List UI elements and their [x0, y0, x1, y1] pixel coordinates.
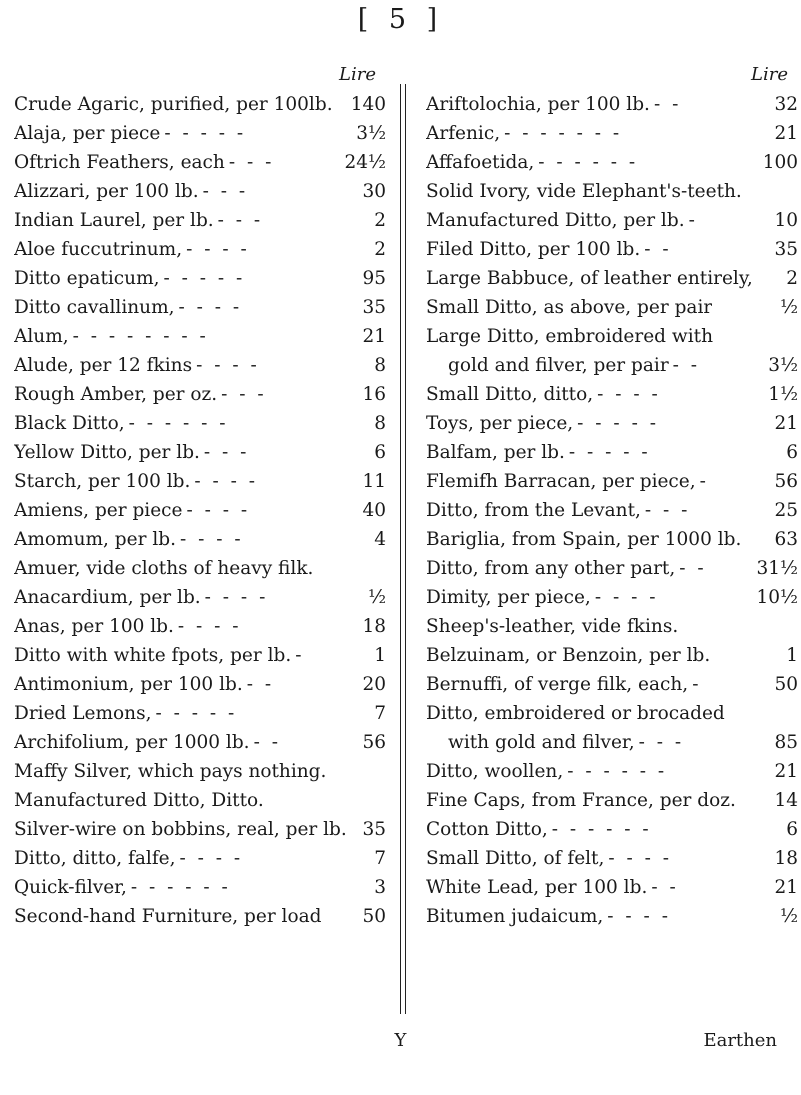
duty-value: 100	[762, 152, 798, 173]
tariff-row	[14, 148, 386, 177]
duty-value: 95	[362, 268, 386, 289]
tariff-row	[426, 496, 798, 525]
dash-leader	[736, 786, 771, 815]
dash-leader: - - - - - -	[538, 152, 639, 173]
commodity-name: Ditto cavallinum,	[14, 297, 175, 318]
duty-value: 3½	[768, 355, 798, 376]
commodity-name: with gold and filver,	[448, 732, 635, 753]
right-rows	[426, 90, 798, 931]
tariff-row	[426, 467, 798, 496]
tariff-row	[426, 844, 798, 873]
duty-value	[771, 322, 798, 351]
tariff-row	[426, 612, 798, 641]
duty-value: 18	[774, 848, 798, 869]
duty-value: 20	[362, 674, 386, 695]
tariff-row	[14, 90, 386, 119]
dash-leader	[741, 525, 771, 554]
dash-leader	[264, 786, 359, 815]
dash-leader: - - - -	[186, 500, 251, 521]
duty-value: 2	[374, 210, 386, 231]
duty-value: ½	[368, 587, 386, 608]
tariff-row	[14, 844, 386, 873]
right-currency-heading: Lire	[751, 64, 788, 85]
commodity-name: Arfenic,	[426, 123, 501, 144]
commodity-name: Amuer, vide cloths of heavy filk.	[14, 558, 314, 579]
commodity-name: Aloe fuccutrinum,	[14, 239, 183, 260]
dash-leader	[313, 554, 359, 583]
tariff-row	[426, 351, 798, 380]
duty-value: 6	[374, 442, 386, 463]
tariff-row	[14, 670, 386, 699]
commodity-name: Second-hand Furniture, per load	[14, 906, 322, 927]
tariff-row	[426, 206, 798, 235]
tariff-row	[426, 525, 798, 554]
tariff-row	[14, 264, 386, 293]
tariff-row	[14, 293, 386, 322]
dash-leader: - - -	[644, 500, 691, 521]
commodity-name: Bernuffi, of verge filk, each,	[426, 674, 689, 695]
duty-value	[771, 612, 798, 641]
tariff-row	[14, 583, 386, 612]
dash-leader	[678, 612, 771, 641]
commodity-name: Ditto, woollen,	[426, 761, 564, 782]
commodity-name: Black Ditto,	[14, 413, 125, 434]
duty-value: 3½	[356, 123, 386, 144]
commodity-name: Anacardium, per lb.	[14, 587, 201, 608]
commodity-name: Anas, per 100 lb.	[14, 616, 174, 637]
dash-leader	[713, 322, 771, 351]
commodity-name: Alaja, per piece	[14, 123, 161, 144]
dash-leader: -	[699, 471, 709, 492]
column-divider	[400, 84, 406, 1014]
commodity-name: Ditto, ditto, falfe,	[14, 848, 176, 869]
dash-leader: -	[688, 210, 698, 231]
commodity-name: Sheep's-leather, vide fkins.	[426, 616, 679, 637]
commodity-name: Dimity, per piece,	[426, 587, 591, 608]
dash-leader: - - - -	[204, 587, 269, 608]
duty-value: 14	[774, 790, 798, 811]
tariff-row	[14, 757, 386, 786]
catchword: Earthen	[703, 1030, 777, 1051]
commodity-name: Small Ditto, of felt,	[426, 848, 605, 869]
dash-leader: - -	[246, 674, 275, 695]
dash-leader: - - - -	[179, 529, 244, 550]
tariff-row	[426, 119, 798, 148]
left-price-column	[14, 64, 386, 931]
duty-value: 6	[786, 442, 798, 463]
duty-value: 85	[774, 732, 798, 753]
duty-value: 35	[362, 297, 386, 318]
dash-leader: - -	[653, 94, 682, 115]
duty-value: ½	[780, 297, 798, 318]
duty-value: 40	[362, 500, 386, 521]
dash-leader: - -	[644, 239, 672, 260]
duty-value: 50	[774, 674, 798, 695]
commodity-name: Maffy Silver, which pays nothing.	[14, 761, 327, 782]
commodity-name: Starch, per 100 lb.	[14, 471, 191, 492]
dash-leader: - - - - -	[163, 268, 246, 289]
dash-leader	[725, 699, 771, 728]
commodity-name: Small Ditto, as above, per pair	[426, 297, 713, 318]
dash-leader: - - -	[228, 152, 275, 173]
commodity-name: Large Ditto, embroidered with	[426, 326, 713, 347]
page-number-header: [ 5 ]	[357, 4, 444, 35]
duty-value	[771, 177, 798, 206]
commodity-name: Ditto, from the Levant,	[426, 500, 641, 521]
duty-value: 10	[774, 210, 798, 231]
commodity-name: Yellow Ditto, per lb.	[14, 442, 200, 463]
duty-value: 21	[362, 326, 386, 347]
dash-leader: - - -	[203, 442, 250, 463]
commodity-name: Manufactured Ditto, Ditto.	[14, 790, 264, 811]
commodity-name: Bariglia, from Spain, per 1000 lb.	[426, 529, 742, 550]
dash-leader: - - -	[221, 384, 267, 405]
tariff-row	[426, 815, 798, 844]
commodity-name: Amiens, per piece	[14, 500, 183, 521]
duty-value: 1½	[768, 384, 798, 405]
dash-leader: - - - -	[597, 384, 661, 405]
duty-value: 11	[362, 471, 386, 492]
dash-leader	[333, 90, 348, 119]
duty-value: 2	[374, 239, 386, 260]
duty-value: 6	[786, 819, 798, 840]
commodity-name: Flemifh Barracan, per piece,	[426, 471, 696, 492]
dash-leader: - - - -	[608, 848, 673, 869]
dash-leader: - -	[679, 558, 707, 579]
tariff-row	[426, 293, 798, 322]
duty-value: 21	[774, 123, 798, 144]
commodity-name: Filed Ditto, per 100 lb.	[426, 239, 641, 260]
tariff-row	[426, 177, 798, 206]
tariff-row	[14, 873, 386, 902]
commodity-name: Alizzari, per 100 lb.	[14, 181, 199, 202]
tariff-row	[14, 641, 386, 670]
commodity-name: Belzuinam, or Benzoin, per lb.	[426, 645, 711, 666]
right-price-column	[426, 64, 798, 931]
dash-leader	[742, 177, 771, 206]
dash-leader	[326, 757, 359, 786]
dash-leader: - -	[672, 355, 701, 376]
duty-value: 16	[362, 384, 386, 405]
commodity-name: Balfam, per lb.	[426, 442, 565, 463]
tariff-row	[14, 902, 386, 931]
dash-leader: - - - - -	[155, 703, 238, 724]
duty-value: 1	[786, 645, 798, 666]
dash-leader: -	[692, 674, 702, 695]
tariff-row	[14, 728, 386, 757]
tariff-row	[14, 438, 386, 467]
duty-value	[359, 786, 386, 815]
dash-leader: - - - - -	[164, 123, 247, 144]
duty-value: 140	[350, 94, 386, 115]
duty-value: 35	[362, 819, 386, 840]
left-currency-heading: Lire	[339, 64, 376, 85]
duty-value: 32	[774, 94, 798, 115]
duty-value: 21	[774, 877, 798, 898]
duty-value	[359, 554, 386, 583]
tariff-row	[14, 467, 386, 496]
tariff-row	[426, 786, 798, 815]
tariff-row	[14, 554, 386, 583]
dash-leader	[753, 264, 771, 293]
duty-value: 35	[774, 239, 798, 260]
tariff-row	[14, 119, 386, 148]
tariff-row	[426, 235, 798, 264]
dash-leader: - - - - - - - -	[72, 326, 209, 347]
tariff-row	[14, 525, 386, 554]
duty-value: 31½	[756, 558, 798, 579]
duty-value: 4	[374, 529, 386, 550]
tariff-row	[426, 728, 798, 757]
duty-value: 2	[786, 268, 798, 289]
commodity-name: Dried Lemons,	[14, 703, 152, 724]
tariff-row	[426, 583, 798, 612]
commodity-name: Crude Agaric, purified, per 100lb.	[14, 94, 333, 115]
commodity-name: Large Babbuce, of leather entirely,	[426, 268, 753, 289]
tariff-row	[14, 177, 386, 206]
commodity-name: Alum,	[14, 326, 69, 347]
duty-value: 8	[374, 355, 386, 376]
duty-value: 25	[774, 500, 798, 521]
dash-leader: - - -	[202, 181, 249, 202]
dash-leader: - - - -	[594, 587, 659, 608]
tariff-row	[426, 902, 798, 931]
commodity-name: Cotton Ditto,	[426, 819, 548, 840]
dash-leader: - - - -	[177, 616, 242, 637]
duty-value: ½	[780, 906, 798, 927]
commodity-name: Affafoetida,	[426, 152, 535, 173]
tariff-row	[14, 322, 386, 351]
tariff-row	[14, 815, 386, 844]
tariff-row	[426, 554, 798, 583]
tariff-row	[426, 670, 798, 699]
commodity-name: Antimonium, per 100 lb.	[14, 674, 243, 695]
commodity-name: Solid Ivory, vide Elephant's-teeth.	[426, 181, 742, 202]
tariff-row	[426, 90, 798, 119]
tariff-row	[426, 380, 798, 409]
dash-leader: - - - - - -	[567, 761, 668, 782]
commodity-name: Fine Caps, from France, per doz.	[426, 790, 736, 811]
dash-leader	[712, 293, 771, 322]
commodity-name: Amomum, per lb.	[14, 529, 176, 550]
duty-value: 63	[774, 529, 798, 550]
tariff-row	[426, 699, 798, 728]
tariff-row	[426, 148, 798, 177]
commodity-name: Quick-filver,	[14, 877, 127, 898]
dash-leader: - - -	[217, 210, 264, 231]
dash-leader: - -	[253, 732, 281, 753]
commodity-name: White Lead, per 100 lb.	[426, 877, 648, 898]
duty-value: 56	[362, 732, 386, 753]
commodity-name: Manufactured Ditto, per lb.	[426, 210, 685, 231]
dash-leader: - - - - - - -	[504, 123, 623, 144]
dash-leader: - - - -	[186, 239, 250, 260]
commodity-name: Small Ditto, ditto,	[426, 384, 594, 405]
dash-leader: - - - -	[194, 471, 259, 492]
commodity-name: Bitumen judaicum,	[426, 906, 604, 927]
commodity-name: Archifolium, per 1000 lb.	[14, 732, 250, 753]
tariff-row	[14, 409, 386, 438]
tariff-row	[426, 409, 798, 438]
duty-value: 8	[374, 413, 386, 434]
duty-value: 21	[774, 761, 798, 782]
commodity-name: Indian Laurel, per lb.	[14, 210, 214, 231]
dash-leader: - - - - - -	[130, 877, 231, 898]
tariff-row	[426, 757, 798, 786]
commodity-name: Alude, per 12 fkins	[14, 355, 193, 376]
dash-leader	[347, 815, 359, 844]
duty-value: 30	[362, 181, 386, 202]
dash-leader	[321, 902, 359, 931]
commodity-name: Ditto epaticum,	[14, 268, 160, 289]
tariff-row	[14, 351, 386, 380]
tariff-row	[14, 496, 386, 525]
dash-leader: - - - -	[179, 848, 244, 869]
duty-value: 50	[362, 906, 386, 927]
commodity-name: Toys, per piece,	[426, 413, 574, 434]
commodity-name: Ditto, embroidered or brocaded	[426, 703, 725, 724]
commodity-name: Silver-wire on bobbins, real, per lb.	[14, 819, 347, 840]
duty-value: 56	[774, 471, 798, 492]
left-rows	[14, 90, 386, 931]
commodity-name: gold and filver, per pair	[448, 355, 669, 376]
dash-leader: -	[295, 645, 305, 666]
dash-leader: - - - -	[196, 355, 260, 376]
duty-value: 21	[774, 413, 798, 434]
commodity-name: Ditto, from any other part,	[426, 558, 676, 579]
tariff-row	[14, 235, 386, 264]
tariff-row	[14, 699, 386, 728]
tariff-row	[426, 438, 798, 467]
duty-value: 7	[374, 703, 386, 724]
commodity-name: Oftrich Feathers, each	[14, 152, 225, 173]
tariff-row	[14, 206, 386, 235]
tariff-row	[14, 786, 386, 815]
tariff-row	[426, 264, 798, 293]
tariff-row	[426, 641, 798, 670]
dash-leader: - - - - - -	[128, 413, 229, 434]
dash-leader	[710, 641, 771, 670]
tariff-row	[14, 612, 386, 641]
commodity-name: Rough Amber, per oz.	[14, 384, 218, 405]
duty-value	[771, 699, 798, 728]
tariff-row	[426, 873, 798, 902]
duty-value: 24½	[344, 152, 386, 173]
commodity-name: Ariftolochia, per 100 lb.	[426, 94, 650, 115]
signature-mark: Y	[394, 1030, 407, 1051]
duty-value: 18	[362, 616, 386, 637]
duty-value: 7	[374, 848, 386, 869]
dash-leader: - - - - -	[577, 413, 659, 434]
dash-leader: - - - -	[607, 906, 671, 927]
duty-value: 10½	[756, 587, 798, 608]
tariff-row	[14, 380, 386, 409]
commodity-name: Ditto with white fpots, per lb.	[14, 645, 292, 666]
dash-leader: - - -	[638, 732, 685, 753]
duty-value: 1	[374, 645, 386, 666]
dash-leader: - - - - - -	[551, 819, 652, 840]
dash-leader: - - - -	[178, 297, 243, 318]
duty-value	[359, 757, 386, 786]
dash-leader: - -	[651, 877, 679, 898]
tariff-row	[426, 322, 798, 351]
dash-leader: - - - - -	[568, 442, 651, 463]
duty-value: 3	[374, 877, 386, 898]
